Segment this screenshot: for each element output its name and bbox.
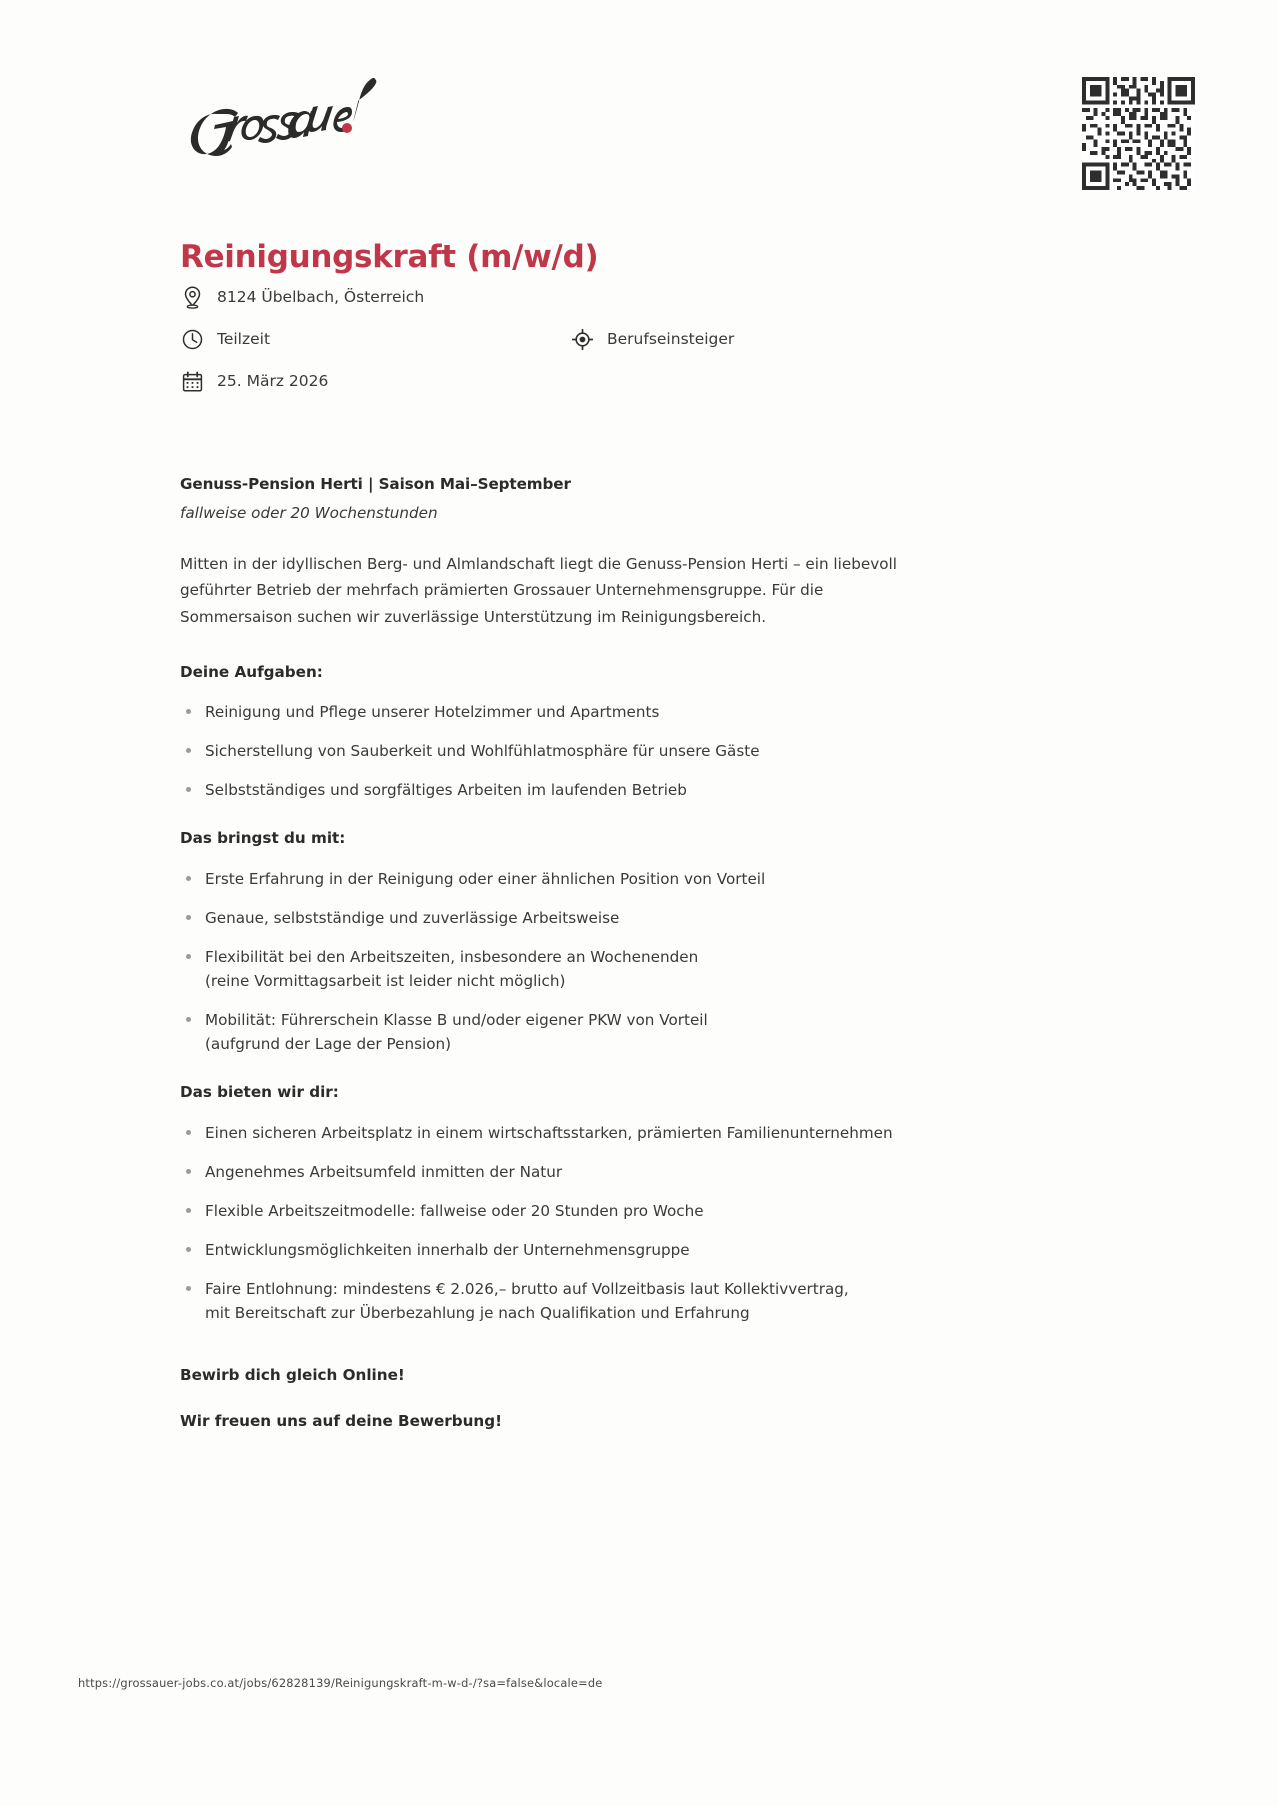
list-item: [180, 945, 920, 993]
list-item: [180, 1199, 920, 1223]
list-item: [180, 1121, 920, 1145]
list-item: [180, 906, 920, 930]
meta-row-date: [181, 369, 1001, 411]
list-item-text: Reinigung und Pflege unserer Hotelzimmer und Apartments: [205, 703, 660, 722]
list-item: [180, 1238, 920, 1262]
meta-location: [181, 285, 1001, 309]
page-title: Reinigungskraft (m/w/d): [180, 238, 599, 275]
section-heading-anforderungen: Das bringst du mit:: [180, 829, 346, 848]
section-heading-aufgaben: Deine Aufgaben:: [180, 662, 323, 681]
calendar-icon: [181, 369, 203, 393]
list-item-subtext: (reine Vormittagsarbeit ist leider nicht möglich): [205, 972, 566, 991]
list-item: [180, 739, 920, 763]
list-item-text: Sicherstellung von Sauberkeit und Wohlfühlatmosphäre für unsere Gäste: [205, 742, 760, 761]
list-item: [180, 867, 920, 891]
list-item-text: Einen sicheren Arbeitsplatz in einem wirtschaftsstarken, prämierten Familienunternehmen: [205, 1123, 893, 1142]
clock-icon: [181, 327, 203, 351]
list-item-text: Angenehmes Arbeitsumfeld inmitten der Natur: [205, 1162, 563, 1181]
list-item-text: Mobilität: Führerschein Klasse B und/oder eigener PKW von Vorteil: [205, 1011, 708, 1030]
closing-cta: Bewirb dich gleich Online!: [180, 1365, 405, 1384]
section-list-benefits: [180, 1121, 920, 1325]
section-list-anforderungen: [180, 867, 920, 1056]
meta-location-label: 8124 Übelbach, Österreich: [217, 288, 425, 306]
lead-title: Genuss-Pension Herti | Saison Mai–September: [180, 475, 571, 493]
list-item-text: Flexible Arbeitszeitmodelle: fallweise oder 20 Stunden pro Woche: [205, 1201, 704, 1220]
list-item-text: Flexibilität bei den Arbeitszeiten, insbesondere an Wochenenden: [205, 948, 699, 966]
job-meta: [181, 285, 1001, 411]
list-item: [180, 1160, 920, 1184]
meta-level: [571, 327, 734, 351]
list-item: [180, 1277, 920, 1325]
job-description: [180, 472, 920, 1434]
document-header: [0, 58, 1278, 208]
list-item: [180, 1008, 920, 1056]
footer-url[interactable]: https://grossauer-jobs.co.at/jobs/62828139/Reinigungskraft-m-w-d-/?sa=false&locale=de: [78, 1676, 603, 1690]
section-heading-benefits: Das bieten wir dir:: [180, 1083, 339, 1102]
closing-message: Wir freuen uns auf deine Bewerbung!: [180, 1412, 503, 1431]
location-pin-icon: [181, 285, 203, 309]
list-item-subtext: mit Bereitschaft zur Überbezahlung je nach Qualifikation und Erfahrung: [205, 1303, 750, 1322]
list-item: [180, 778, 920, 802]
list-item-text: Faire Entlohnung: mindestens € 2.026,– brutto auf Vollzeitbasis laut Kollektivvertrag,: [205, 1279, 849, 1298]
list-item-text: Entwicklungsmöglichkeiten innerhalb der Unternehmensgruppe: [205, 1240, 690, 1259]
meta-date: [181, 369, 1001, 393]
section-list-aufgaben: [180, 700, 920, 802]
list-item: [180, 700, 920, 724]
meta-row-employment: [181, 327, 1001, 369]
qr-code-icon: [1082, 77, 1195, 190]
list-item-text: Genaue, selbstständige und zuverlässige Arbeitsweise: [205, 908, 620, 927]
intro-paragraph: Mitten in der idyllischen Berg- und Almlandschaft liegt die Genuss-Pension Herti – ein liebevoll geführter Betrieb der mehrfach prämierten Grossauer Unternehmensgruppe. Für die Sommersaison suchen wir zuverlässige Unterstützung im Reinigungsbereich.: [180, 555, 897, 626]
list-item-subtext: (aufgrund der Lage der Pension): [205, 1035, 452, 1054]
list-item-text: Erste Erfahrung in der Reinigung oder einer ähnlichen Position von Vorteil: [205, 869, 766, 888]
target-icon: [571, 327, 593, 351]
list-item-text: Selbstständiges und sorgfältiges Arbeiten im laufenden Betrieb: [205, 781, 687, 800]
logo-dot: [342, 123, 352, 133]
meta-employment-label: Teilzeit: [217, 330, 271, 348]
meta-date-label: 25. März 2026: [217, 372, 329, 390]
grossauer-logo: [182, 76, 382, 176]
meta-level-label: Berufseinsteiger: [607, 330, 735, 348]
lead-subtitle: fallweise oder 20 Wochenstunden: [180, 503, 438, 522]
meta-row-location: [181, 285, 1001, 327]
